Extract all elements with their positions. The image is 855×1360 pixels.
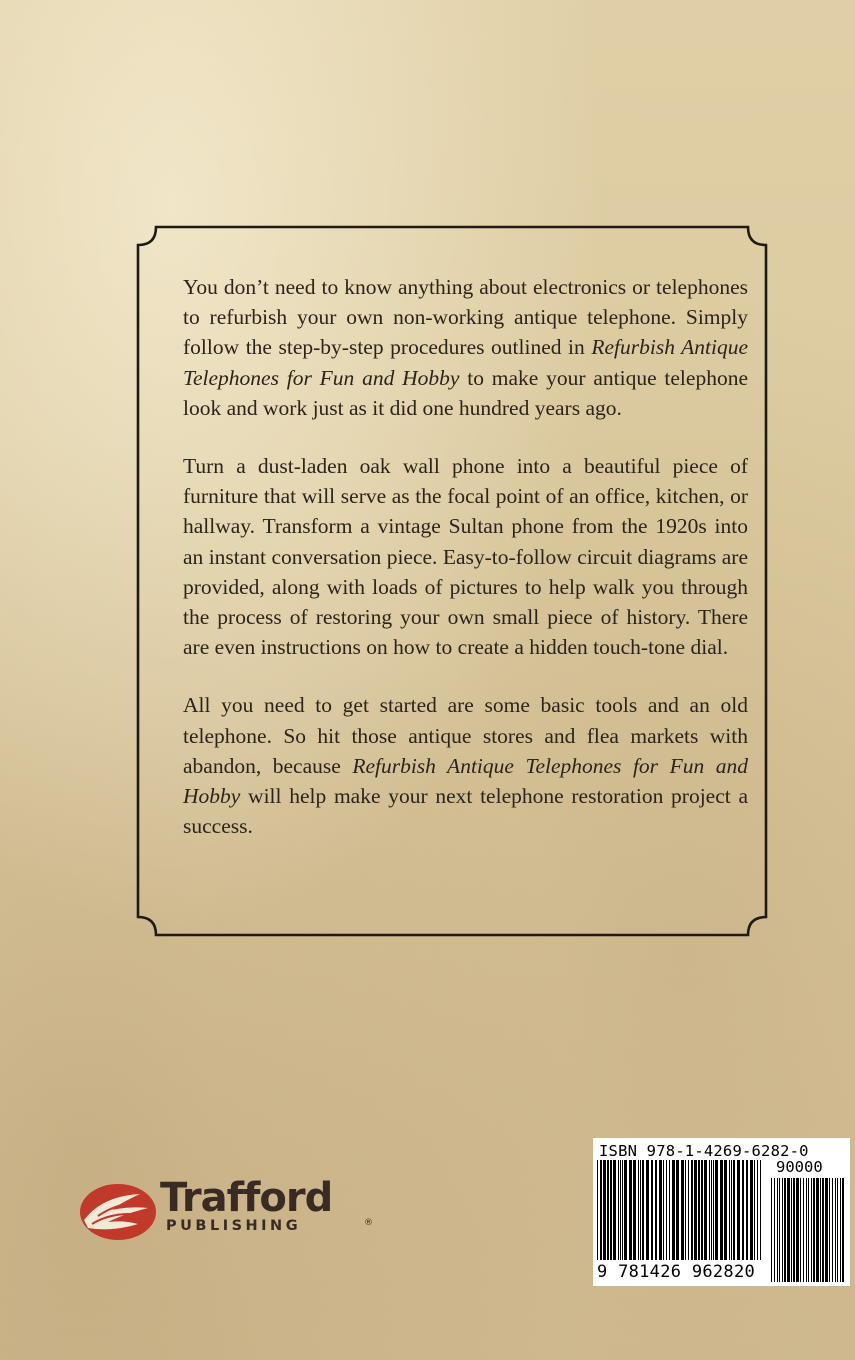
barcode-bar — [796, 1178, 799, 1282]
barcode-bar — [837, 1178, 838, 1282]
barcode-bar — [698, 1160, 700, 1260]
barcode-bar — [779, 1178, 780, 1282]
barcode-bar — [757, 1160, 758, 1260]
barcode-bar — [784, 1178, 786, 1282]
barcode-bar — [746, 1160, 748, 1260]
barcode-bar — [651, 1160, 653, 1260]
barcode-bar — [610, 1160, 612, 1260]
barcode-digits: 9 781426 962820 — [593, 1262, 769, 1282]
barcode-bar — [820, 1178, 821, 1282]
barcode-bar — [597, 1160, 598, 1260]
barcode-bar — [816, 1178, 819, 1282]
barcode-bar — [620, 1160, 621, 1260]
barcode-bar — [842, 1178, 844, 1282]
barcode-bar — [777, 1178, 778, 1282]
barcode-bar — [835, 1178, 836, 1282]
barcode-bar — [729, 1160, 730, 1260]
barcode-bar — [715, 1160, 718, 1260]
barcode-bar — [774, 1178, 775, 1282]
trafford-wing-logo-icon — [78, 1180, 158, 1242]
barcode-bar — [733, 1160, 735, 1260]
barcode-bar — [791, 1178, 792, 1282]
barcode-bar — [691, 1160, 693, 1260]
barcode-bars-main — [597, 1160, 765, 1260]
barcode-bar — [672, 1160, 675, 1260]
barcode-bar — [800, 1178, 801, 1282]
barcode-bar — [701, 1160, 703, 1260]
barcode-bar — [646, 1160, 649, 1260]
barcode-bar — [713, 1160, 714, 1260]
book-title-italic: Refurbish Antique Telephones for Fun and Hobby — [183, 753, 748, 809]
publisher-name: Trafford — [160, 1175, 333, 1221]
barcode-bar — [694, 1160, 697, 1260]
isbn-label: ISBN 978-1-4269-6282-0 — [599, 1142, 809, 1160]
barcode-bar — [704, 1160, 707, 1260]
publisher-logo — [78, 1175, 378, 1248]
barcode-bar — [666, 1160, 667, 1260]
isbn-barcode — [593, 1138, 850, 1286]
barcode-bar — [750, 1160, 753, 1260]
barcode-bar — [622, 1160, 623, 1260]
barcode-bar — [742, 1160, 744, 1260]
barcode-bar — [811, 1178, 812, 1282]
barcode-bar — [832, 1178, 833, 1282]
barcode-bar — [685, 1160, 686, 1260]
barcode-bar — [638, 1160, 639, 1260]
price-code: 90000 — [776, 1158, 823, 1176]
barcode-bar — [711, 1160, 712, 1260]
barcode-bar — [803, 1178, 804, 1282]
blurb-paragraph-2: Turn a dust-laden oak wall phone into a beautiful piece of furniture that will serve as the focal point of an office, kitchen, or hallway. Transform a vintage Sultan phone from the 1920s into an instant conversation piece. Easy-to-follow circuit diagrams are provided, along with loads of pictures to help walk you through the process of restoring your own small piece of history. There are even instructions on how to create a hidden touch-tone dial. — [183, 454, 748, 660]
barcode-bar — [624, 1160, 627, 1260]
barcode-bar — [771, 1178, 772, 1282]
registered-mark: ® — [364, 1218, 373, 1228]
barcode-bar — [813, 1178, 815, 1282]
barcode-bar — [655, 1160, 657, 1260]
barcode-bar — [840, 1178, 841, 1282]
barcode-bar — [737, 1160, 740, 1260]
barcode-bar — [754, 1160, 755, 1260]
barcode-bar — [618, 1160, 619, 1260]
barcode-bar — [676, 1160, 679, 1260]
barcode-bar — [793, 1178, 795, 1282]
barcode-bar — [663, 1160, 664, 1260]
barcode-bar — [720, 1160, 723, 1260]
barcode-bar — [659, 1160, 662, 1260]
barcode-bar — [760, 1160, 761, 1260]
blurb-paragraph-1: You don’t need to know anything about electronics or telephones to refurbish your own non-working antique telephone. Simply follow the step-by-step procedures outlined in Refurbish Antique Telephones for Fun and Hobby to make your antique telephone look and work just as it did one hundred years ago. — [183, 275, 748, 420]
barcode-bar — [731, 1160, 732, 1260]
barcode-bar — [806, 1178, 807, 1282]
blurb-paragraph-3: All you need to get started are some basic tools and an old telephone. So hit those antique stores and flea markets with abandon, because Refurbish Antique Telephones for Fun and Hobby will help make your next telephone restoration project a success. — [183, 693, 748, 839]
barcode-bar — [669, 1160, 670, 1260]
barcode-bars-addon — [771, 1178, 845, 1282]
barcode-bar — [822, 1178, 824, 1282]
barcode-bar — [600, 1160, 602, 1260]
barcode-bar — [782, 1178, 783, 1282]
barcode-bar — [640, 1160, 641, 1260]
book-title-italic: Refurbish Antique Telephones for Fun and Hobby — [183, 335, 748, 390]
barcode-bar — [808, 1178, 809, 1282]
publisher-subtitle: PUBLISHING — [166, 1218, 302, 1234]
barcode-bar — [607, 1160, 609, 1260]
barcode-bar — [709, 1160, 710, 1260]
barcode-bar — [633, 1160, 636, 1260]
barcode-bar — [603, 1160, 606, 1260]
barcode-bar — [787, 1178, 790, 1282]
barcode-bar — [825, 1178, 828, 1282]
blurb-text — [183, 272, 748, 841]
barcode-bar — [681, 1160, 684, 1260]
barcode-bar — [642, 1160, 644, 1260]
barcode-bar — [829, 1178, 830, 1282]
barcode-bar — [613, 1160, 616, 1260]
barcode-bar — [629, 1160, 632, 1260]
barcode-bar — [688, 1160, 689, 1260]
barcode-bar — [724, 1160, 727, 1260]
